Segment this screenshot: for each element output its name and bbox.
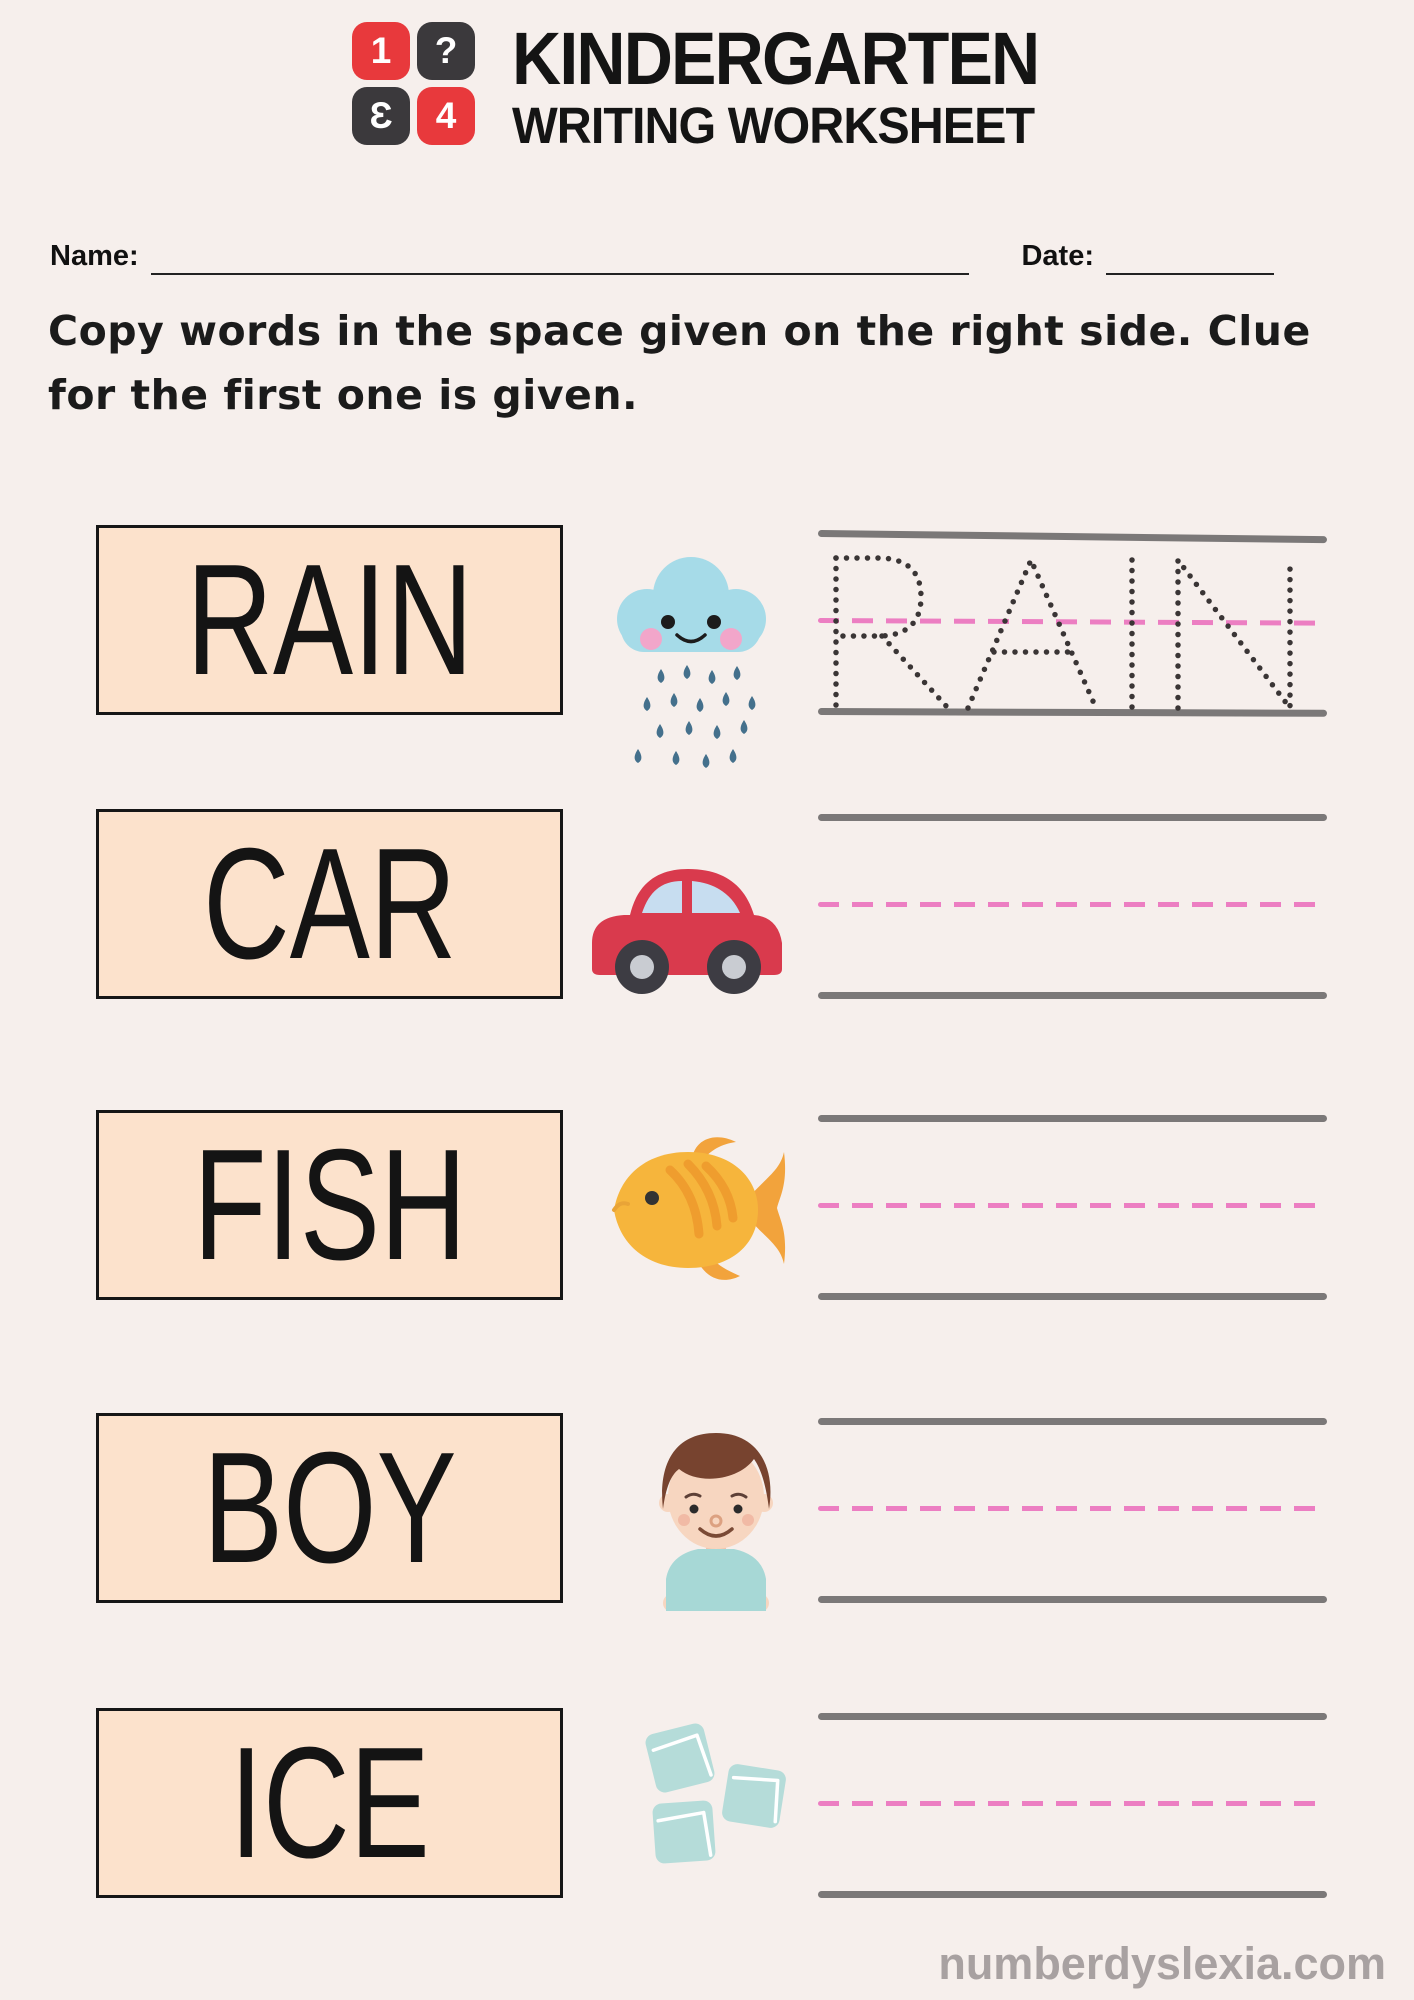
word-row-boy xyxy=(0,1413,1414,1609)
top-line xyxy=(818,814,1327,821)
rain-cloud-icon xyxy=(605,543,777,781)
word-box xyxy=(96,1708,563,1898)
traced-letter-r xyxy=(882,636,948,708)
middle-dashed-line xyxy=(818,1801,1323,1806)
word-label: BOY xyxy=(202,1420,457,1596)
bottom-line xyxy=(818,1293,1327,1300)
bottom-line xyxy=(818,992,1327,999)
traced-letter-r xyxy=(836,558,921,636)
logo-tile-1-icon: 1 xyxy=(352,22,410,80)
writing-lines xyxy=(818,1110,1327,1300)
bottom-line xyxy=(818,1596,1327,1603)
word-label: RAIN xyxy=(186,532,473,708)
fish-icon xyxy=(600,1126,788,1290)
middle-dashed-line xyxy=(818,1203,1323,1208)
date-input-line xyxy=(1106,245,1274,275)
instructions-text xyxy=(48,300,1368,427)
instructions-line-1: Copy words in the space given on the right side. Clue xyxy=(48,307,1311,355)
word-label: ICE xyxy=(229,1715,430,1891)
car-icon xyxy=(580,855,792,1001)
ice-cubes-icon xyxy=(628,1716,796,1874)
word-box xyxy=(96,1413,563,1603)
word-box xyxy=(96,1110,563,1300)
top-line xyxy=(818,1418,1327,1425)
word-row-fish xyxy=(0,1110,1414,1306)
word-label: CAR xyxy=(202,816,457,992)
word-box xyxy=(96,809,563,999)
writing-lines xyxy=(818,809,1327,999)
page-subtitle: WRITING WORKSHEET xyxy=(512,96,1035,154)
logo-tile-3-icon: Ɛ xyxy=(352,87,410,145)
logo-tile-4-icon: 4 xyxy=(417,87,475,145)
page-title: KINDERGARTEN xyxy=(512,17,1039,100)
logo-tile-question-icon: ? xyxy=(417,22,475,80)
top-line xyxy=(818,1115,1327,1122)
word-row-ice xyxy=(0,1708,1414,1904)
traced-word-rain xyxy=(818,540,1327,715)
raindrops xyxy=(635,665,756,768)
traced-letter-a xyxy=(968,560,1096,708)
name-input-line xyxy=(151,245,970,275)
website-credit: numberdyslexia.com xyxy=(938,1938,1386,1989)
brand-logo xyxy=(352,22,475,145)
date-label: Date: xyxy=(1021,240,1094,272)
header-titles xyxy=(512,17,1084,154)
boy-icon xyxy=(630,1417,802,1611)
traced-letter-n xyxy=(1178,560,1290,708)
bottom-line xyxy=(818,1891,1327,1898)
word-box xyxy=(96,525,563,715)
word-label: FISH xyxy=(192,1117,467,1293)
top-line xyxy=(818,1713,1327,1720)
writing-lines xyxy=(818,1413,1327,1603)
middle-dashed-line xyxy=(818,902,1323,907)
name-label: Name: xyxy=(50,240,139,272)
middle-dashed-line xyxy=(818,1506,1323,1511)
writing-lines xyxy=(818,1708,1327,1898)
name-date-row xyxy=(50,240,1274,275)
word-row-rain xyxy=(0,525,1414,721)
word-row-car xyxy=(0,809,1414,1005)
instructions-line-2: for the first one is given. xyxy=(48,370,639,419)
